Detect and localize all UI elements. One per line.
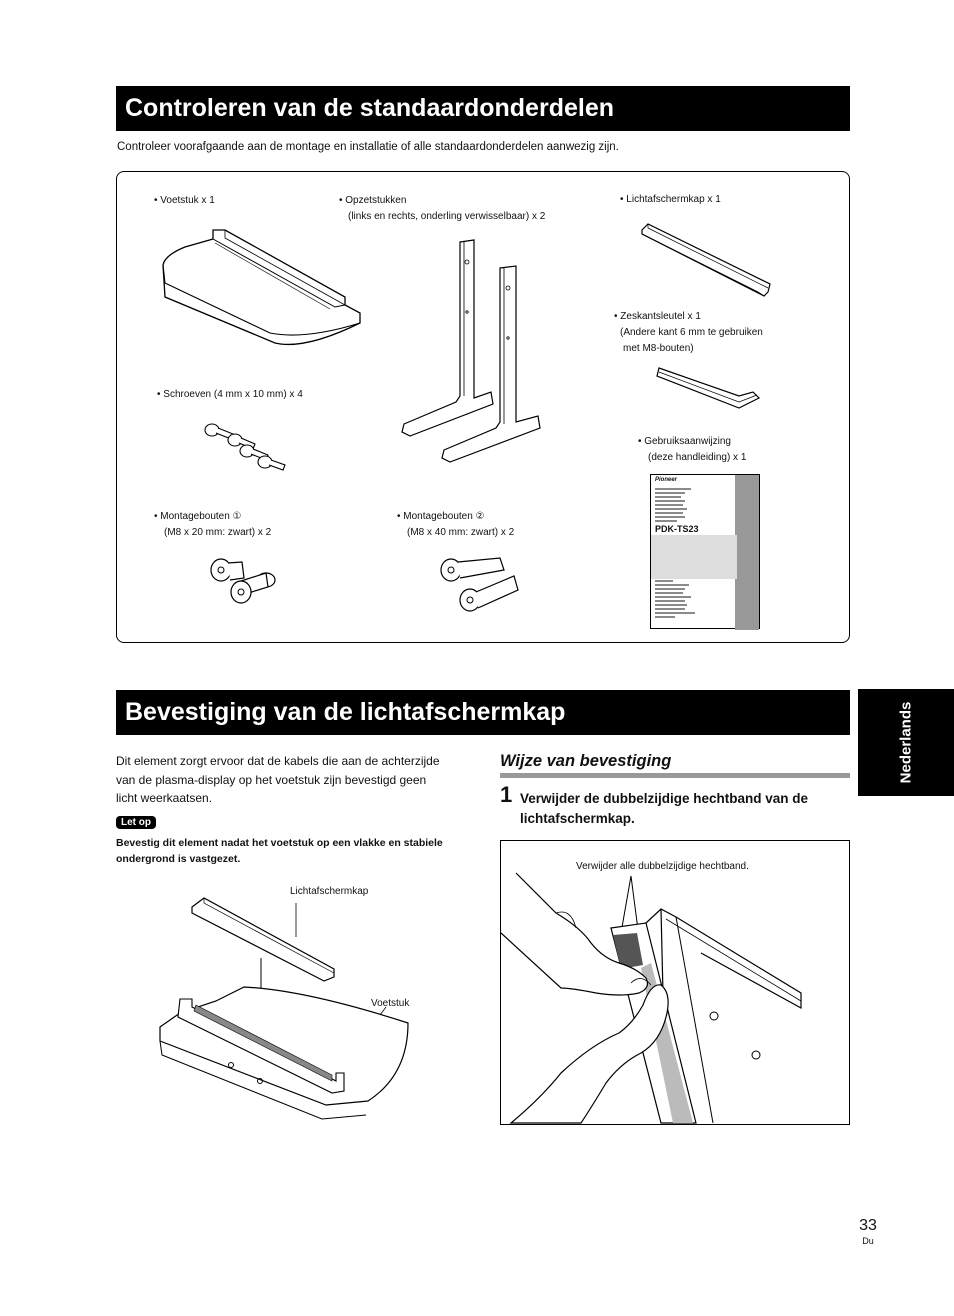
caution-text: Bevestig dit element nadat het voetstuk op een vlakke en stabiele ondergrond is vastgezet. [116,837,443,865]
label-lichtafschermkap: Lichtafschermkap [290,886,369,897]
section-title-attach [116,690,850,735]
attach-body-text: Dit element zorgt ervoor dat de kabels die aan de achterzijde van de plasma-display op het voetstuk zijn bevestigd geen licht weerkaatsen. [116,754,440,805]
section-title-text: Controleren van de standaardonderdelen [125,94,614,122]
part-label-gebruik-detail: (deze handleiding) x 1 [648,452,747,463]
schroeven-illustration [203,420,293,475]
part-label-montagebouten1: • Montagebouten ① [154,511,242,522]
manual-text-lines [655,487,715,627]
caution-badge: Let op [116,816,156,829]
part-label-montage1-detail: (M8 x 20 mm: zwart) x 2 [164,527,272,538]
montagebouten2-illustration [438,552,523,614]
section-title-text: Bevestiging van de lichtafschermkap [125,698,566,726]
language-side-tab [858,689,954,796]
montagebouten1-illustration [208,556,288,611]
voetstuk-illustration [155,225,370,355]
part-label-zeskant-detail1: (Andere kant 6 mm te gebruiken [620,327,763,338]
manual-model: PDK-TS23 [655,524,699,534]
step-number: 1 [500,782,513,807]
part-label-gebruiksaanwijzing: • Gebruiksaanwijzing [638,436,731,447]
part-label-montagebouten2: • Montagebouten ② [397,511,485,522]
section-title-parts [116,86,850,131]
manual-booklet [650,474,760,629]
assembly-illustration [156,895,416,1120]
part-label-schroeven: • Schroeven (4 mm x 10 mm) x 4 [157,389,303,400]
part-label-zeskantsleutel: • Zeskantsleutel x 1 [614,311,701,322]
step-illustration-caption: Verwijder alle dubbelzijdige hechtband. [576,861,749,872]
part-label-opzetstukken-detail: (links en rechts, onderling verwisselbaar) x 2 [348,211,546,222]
method-subheading-text: Wijze van bevestiging [500,752,672,770]
manual-brand: Pioneer [655,477,678,483]
page-number: 33 [859,1217,877,1234]
intro-text: Controleer voorafgaande aan de montage en installatie of alle standaardonderdelen aanwezig zijn. [117,141,619,153]
part-label-montage2-detail: (M8 x 40 mm: zwart) x 2 [407,527,515,538]
opzetstukken-illustration [398,236,548,468]
part-label-zeskant-detail2: met M8-bouten) [623,343,694,354]
zeskantsleutel-illustration [655,364,765,414]
method-subheading [500,752,850,778]
language-code: Du [862,1236,874,1246]
label-voetstuk: Voetstuk [371,998,410,1009]
step-text: Verwijder de dubbelzijdige hechtband van de lichtafschermkap. [520,791,809,826]
hand-peeling-illustration [501,873,849,1123]
part-label-voetstuk: • Voetstuk x 1 [154,195,215,206]
language-tab-label: Nederlands [897,701,915,784]
part-label-lichtafschermkap: • Lichtafschermkap x 1 [620,194,721,205]
part-label-opzetstukken: • Opzetstukken [339,195,407,206]
manual-stripe [735,475,759,630]
lichtafschermkap-illustration [640,222,775,302]
